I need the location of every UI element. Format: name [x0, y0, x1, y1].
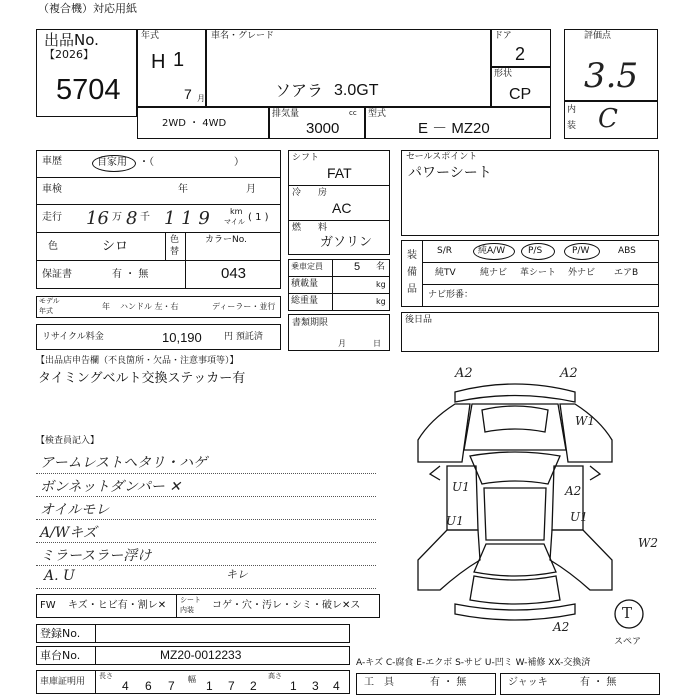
inspector-line-1: アームレストヘタリ・ハゲ	[40, 455, 208, 471]
spare-symbol: T	[622, 604, 633, 622]
equipment-label-2: 備	[407, 267, 417, 278]
right-rear-quarter-outline	[550, 530, 612, 590]
cert-width-2: 7	[228, 679, 235, 693]
recycle-label: リサイクル料金	[42, 332, 104, 342]
listing-number: 5704	[56, 74, 121, 106]
inspector-line-3: オイルモレ	[40, 502, 110, 518]
weight-unit: kg	[376, 297, 386, 306]
model-row-dealer: ディーラー・並行	[212, 302, 276, 311]
sales-point-value: パワーシート	[408, 165, 492, 181]
cert-width-label: 幅	[188, 675, 196, 684]
jack-label: ジャッキ	[508, 677, 548, 688]
capacity-value: 5	[354, 261, 361, 273]
reg-value: 自家用	[97, 157, 127, 168]
mark-left-door: U1	[452, 480, 470, 494]
model-year-label: 年式	[141, 31, 160, 41]
equip-leather: 革シート	[520, 268, 557, 278]
right-front-fender-outline	[560, 404, 612, 462]
inspector-line-2: ボンネットダンパー ✕	[40, 479, 181, 495]
mileage-km: km	[230, 207, 243, 216]
load-label: 積載量	[291, 279, 319, 289]
fw-seat-label-1: シート	[180, 596, 201, 604]
vehicle-name: ソアラ	[275, 81, 324, 100]
color-change-2: 替	[170, 247, 180, 257]
cert-width-3: 2	[250, 679, 257, 693]
doc-month: 月	[338, 339, 346, 348]
left-mirror-outline	[430, 466, 440, 480]
postscript-label: 後日品	[405, 315, 433, 325]
equip-abs: ABS	[618, 246, 636, 256]
fw-items: キズ・ヒビ有・割レ✕	[68, 600, 167, 611]
door-label: ドア	[494, 31, 512, 41]
equip-ext-navi: 外ナビ	[568, 268, 596, 278]
mileage-hand-1: 16	[86, 208, 109, 229]
trunk-outline	[470, 576, 560, 604]
inspector-line-6: A. U	[44, 568, 75, 584]
ac-label-1: 冷	[292, 188, 302, 198]
equip-airbag: エアB	[614, 268, 639, 278]
vehicle-grade: 3.0GT	[334, 82, 379, 99]
mileage-man: 万	[112, 212, 122, 223]
equip-navi-label: ナビ形番：	[428, 290, 474, 300]
capacity-label: 乗車定員	[291, 262, 323, 271]
interior-label-1: 内	[567, 105, 577, 115]
legend: A-キズ C-腐食 E-エクボ S-サビ U-凹ミ W-補修 XX-交換済	[356, 658, 591, 668]
listing-year-tag: 【2026】	[44, 48, 94, 61]
chassis-value: MZ20-0012233	[160, 648, 242, 662]
color-no-value: 043	[221, 265, 247, 282]
shift-value: FAT	[327, 165, 352, 181]
rear-window-outline	[474, 544, 556, 576]
doc-day: 日	[373, 339, 381, 348]
capacity-unit: 名	[376, 262, 386, 272]
door-value: 2	[515, 44, 526, 64]
inspector-ki-note: キレ	[226, 568, 248, 581]
exhibitor-note: タイミングベルト交換ステッカー有	[38, 371, 246, 386]
roof-outline	[484, 488, 546, 540]
color-change-1: 色	[170, 235, 180, 245]
cert-height-1: 1	[290, 679, 297, 693]
mileage-hand-2: 8	[126, 208, 138, 229]
inspection-label: 車検	[42, 184, 62, 195]
mileage-label: 走行	[42, 212, 62, 223]
inspector-label: 【検査員記入】	[36, 436, 100, 446]
mileage-close: ( 1 )	[248, 212, 269, 223]
color-no-label: カラーNo.	[205, 235, 247, 245]
model-month-unit: 月	[197, 94, 205, 103]
displacement-label: 排気量	[272, 109, 300, 119]
displacement-value: 3000	[306, 120, 340, 137]
mark-right-fender: W1	[575, 414, 595, 428]
model-row-label-1: モデル	[39, 297, 60, 305]
fw-seat-items: コゲ・穴・汚レ・シミ・破レ✕ス	[212, 600, 361, 611]
equip-aw: 純A/W	[478, 246, 506, 256]
mark-left-rear: U1	[446, 514, 464, 528]
fw-seat-label-2: 内装	[180, 606, 194, 614]
hood-inner-outline	[482, 406, 548, 432]
equip-tv: 純TV	[435, 268, 456, 278]
vehicle-label: 車名・グレード	[211, 31, 275, 41]
cert-height-3: 4	[333, 679, 340, 693]
reg-rest: ・（ ）	[139, 157, 244, 168]
reg-label: 車歴	[42, 156, 62, 167]
score-label: 評価点	[584, 31, 612, 41]
fw-label: FW	[40, 600, 56, 611]
equip-sr: S/R	[437, 246, 452, 256]
ac-label-2: 房	[318, 188, 328, 198]
right-mirror-outline	[590, 466, 600, 480]
score-value: 3.5	[584, 56, 639, 96]
shape-label: 形状	[494, 69, 513, 79]
front-bumper-outline	[455, 384, 575, 402]
warranty-value: 有 ・ 無	[112, 269, 149, 280]
mileage-mile: マイル	[224, 218, 245, 226]
registration-label: 登録No.	[40, 627, 81, 640]
left-rear-quarter-outline	[418, 530, 480, 590]
equip-ps: P/S	[528, 246, 543, 256]
fuel-label-2: 料	[318, 223, 328, 233]
equip-pw: P/W	[572, 246, 590, 256]
fuel-label-1: 燃	[292, 223, 302, 233]
mark-right-rear: U1	[570, 510, 588, 524]
mark-right-door: A2	[565, 484, 582, 498]
left-front-fender-outline	[418, 404, 470, 462]
inspector-line-5: ミラースラー浮け	[40, 548, 152, 564]
mark-right-quarter: W2	[638, 536, 658, 550]
color-label: 色	[48, 241, 58, 252]
drive-label: 2WD ・ 4WD	[162, 118, 227, 129]
interior-value: C	[598, 104, 618, 134]
listing-label: 出品No.	[44, 31, 99, 49]
fuel-value: ガソリン	[320, 235, 373, 250]
mark-front-right: A2	[560, 366, 578, 381]
exhibitor-label: 【出品店申告欄（不良箇所・欠品・注意事項等）】	[36, 356, 239, 366]
cert-width-1: 1	[206, 679, 213, 693]
cert-length-label: 長さ	[99, 672, 113, 680]
spare-label: スペア	[614, 637, 642, 647]
tools-value: 有 ・ 無	[430, 677, 467, 688]
inspection-month: 月	[246, 184, 256, 195]
model-year-era: H	[151, 51, 166, 73]
windshield-outline	[470, 452, 560, 484]
color-value: シロ	[102, 239, 129, 254]
inspection-year: 年	[178, 184, 188, 195]
interior-label-2: 装	[567, 121, 577, 131]
cert-length-2: 6	[145, 679, 152, 693]
model-year-value: 1	[173, 49, 185, 71]
jack-value: 有 ・ 無	[580, 677, 617, 688]
mileage-sen: 千	[140, 212, 150, 223]
cert-height-2: 3	[312, 679, 319, 693]
model-row-label-2: 年式	[39, 307, 53, 315]
ac-value: AC	[332, 200, 352, 216]
tools-label: 工 具	[364, 677, 394, 688]
shape-value: CP	[509, 86, 532, 103]
hood-outline	[464, 404, 566, 450]
warranty-label: 保証書	[42, 269, 72, 280]
mileage-hand-3: 1 1 9	[164, 208, 210, 229]
displacement-unit: cc	[349, 109, 357, 117]
equipment-label-3: 品	[407, 284, 417, 295]
certificate-label: 車庫証明用	[40, 677, 86, 687]
sales-point-label: セールスポイント	[406, 152, 478, 162]
mark-rear-bumper: A2	[553, 620, 570, 634]
doc-label: 書類期限	[292, 318, 329, 328]
recycle-unit: 円 預託済	[224, 332, 263, 342]
cert-length-1: 4	[122, 679, 129, 693]
equip-navi: 純ナビ	[480, 268, 508, 278]
model-code-value: E － MZ20	[418, 120, 490, 137]
model-month-value: 7	[184, 86, 192, 102]
form-note: （複合機）対応用紙	[38, 2, 137, 15]
load-unit: kg	[376, 280, 386, 289]
model-row-handle: ハンドル 左・右	[120, 302, 179, 311]
rear-bumper-outline	[455, 604, 575, 620]
recycle-value: 10,190	[162, 330, 202, 345]
model-row-year: 年	[102, 302, 110, 311]
shift-label: シフト	[292, 153, 320, 163]
inspector-line-4: A/Wキズ	[40, 525, 97, 541]
chassis-label: 車台No.	[40, 649, 81, 662]
mark-front-left: A2	[455, 366, 473, 381]
equipment-label-1: 装	[407, 250, 417, 261]
weight-label: 総重量	[291, 296, 319, 306]
cert-length-3: 7	[168, 679, 175, 693]
cert-height-label: 高さ	[268, 672, 282, 680]
model-code-label: 型式	[368, 109, 387, 119]
